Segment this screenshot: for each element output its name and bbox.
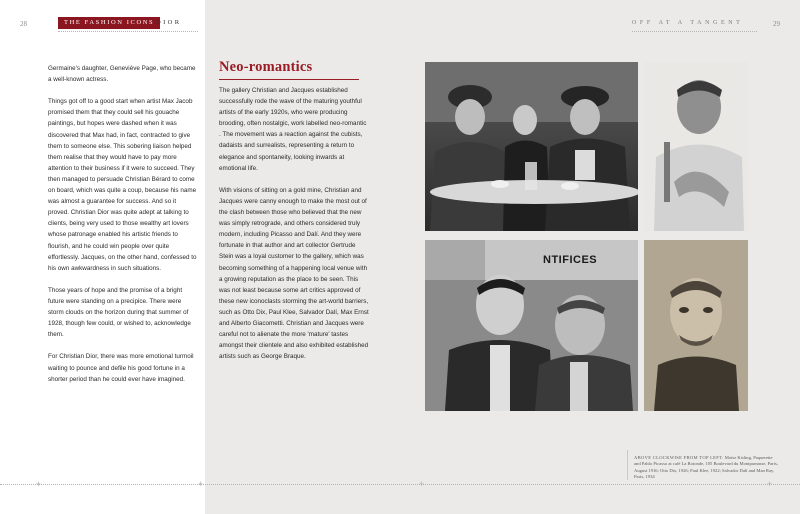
photo-otto-dix xyxy=(644,62,748,231)
photo-paul-klee xyxy=(644,240,748,411)
section-badge: THE FASHION ICONS xyxy=(58,17,160,29)
left-text-column xyxy=(48,63,198,396)
left-paragraph-1: Germaine's daughter, Geneviève Page, who became a well-known actress. xyxy=(48,65,196,84)
left-paragraph-2: Things got off to a good start when artist Max Jacob promised them that they could sell his gouache paintings, but hopes were dashed when it was discovered that Max had, in fact, contracted to give them to someone else. This sobering liaison helped them realise that they would have to pay more attention to their business if it were to succeed. They then managed to persuade Christian Bérard to come on board, which was quite a coup, because his name was almost a guarantee for success. And so it proved. Christian Dior was quite adept at talking to clients, being very used to those wealthy art lovers whose patronage enabled his artistic friends to flourish, and he could win people over quite effortlessly. Jacques, on the other hand, confessed to his own awkwardness in such situations. xyxy=(48,98,197,272)
article-paragraph-2: With visions of sitting on a gold mine, Christian and Jacques were canny enough to make the most out of the clash between those who believed that the new was simply retrograde, and others considered truly modern, including Picasso and Dalí. And they were fortunate in that author and art collector Gertrude Stein was a loyal customer to the gallery, which was becoming something of a happening local venue with a growing reputation as the place to be seen. This was not least because some art critics approved of these new iconoclasts storming the art-world barriers, such as Otto Dix, Paul Klee, Salvador Dalí, Max Ernst and Alberto Giacometti. Christian and Jacques were careful not to alienate the more 'mature' tastes amongst their clientele and also exhibited established artists such as George Braque. xyxy=(219,186,369,361)
crop-mark-center-right: + xyxy=(418,479,425,489)
left-paragraph-3: Those years of hope and the promise of a bright future were standing on a precipice. There were storm clouds on the horizon during that summer of 1928, though few could, or wished to, acknowledge them. xyxy=(48,286,191,339)
article-text-column xyxy=(219,85,369,373)
caption-text: Moïse Kisling, Paquerette and Pablo Picasso at café La Rotonde, 105 Boulevard du Montparnasse, Paris, August 1916; Otto Dix, 1926; Paul Klee, 1922; Salvador Dalí and Man Ray, Paris, 1934 xyxy=(634,455,778,480)
crop-mark-left: + xyxy=(35,479,42,489)
crop-mark-right: + xyxy=(766,479,773,489)
running-title: OFF AT A TANGENT xyxy=(632,20,744,26)
left-paragraph-4: For Christian Dior, there was more emotional turmoil waiting to pounce and defile his good fortune in a shorter period than he could ever have imagined. xyxy=(48,353,194,383)
crop-mark-center-left: + xyxy=(197,479,204,489)
photo-caption xyxy=(634,455,778,481)
header-rule-left xyxy=(58,31,198,32)
article-title: Neo-romantics xyxy=(219,59,313,75)
photo-sign-text: NTIFICES xyxy=(543,254,598,266)
page-number-left: 28 xyxy=(20,20,27,28)
page-number-right: 29 xyxy=(773,20,780,28)
photo-cafe-la-rotonde xyxy=(425,62,638,231)
photo-dali-man-ray xyxy=(425,240,638,411)
caption-lead: ABOVE CLOCKWISE FROM TOP LEFT: xyxy=(634,455,724,460)
footer-rule xyxy=(0,484,800,485)
title-underline xyxy=(219,79,359,80)
header-rule-right xyxy=(632,31,757,32)
article-paragraph-1: The gallery Christian and Jacques established successfully rode the wave of the maturing youthful artists of the early 1920s, who were producing brooding, often nostalgic, work labelled neo-romantic . The movement was a reaction against the cubists, dadaists and surrealists, representing a return to elegance and spontaneity, looking inwards at emotional life. xyxy=(219,87,367,172)
caption-rule xyxy=(627,450,628,480)
brand-label: DIOR xyxy=(156,19,182,26)
